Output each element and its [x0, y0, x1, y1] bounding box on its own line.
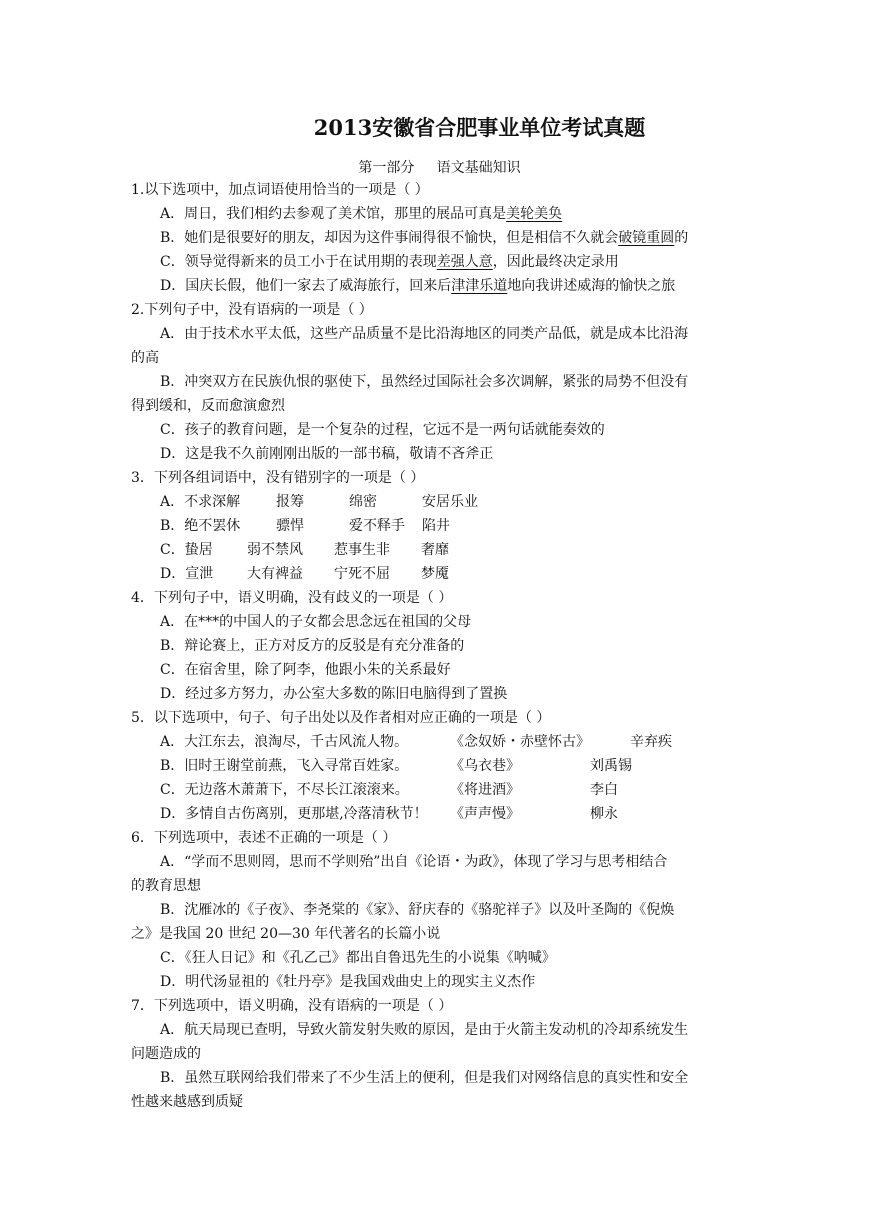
question-list	[131, 178, 751, 1114]
question-6-option-c: C．《狂人日记》和《孔乙己》都出自鲁迅先生的小说集《呐喊》	[160, 950, 556, 966]
question-2-option-b-continued: 得到缓和，反而愈演愈烈	[131, 398, 285, 414]
question-4-option-b: B．辩论赛上，正方对反方的反驳是有充分准备的	[160, 638, 465, 654]
question-2-option-d: D．这是我不久前刚刚出版的一部书稿，敬请不吝斧正	[160, 446, 494, 462]
question-6-stem: 6．下列选项中，表述不正确的一项是（ ）	[131, 830, 397, 846]
question-1-option-b: B．她们是很要好的朋友，却因为这件事闹得很不愉快，但是相信不久就会破镜重圆的	[160, 230, 689, 246]
underlined-phrase: 破镜重圆	[618, 230, 675, 246]
question-5-option-d: D．多情自古伤离别，更那堪,冷落清秋节！ 《声声慢》 柳永	[160, 806, 618, 822]
question-7-stem: 7．下列选项中，语义明确，没有语病的一项是（ ）	[131, 998, 453, 1014]
question-6-option-a-continued: 的教育思想	[131, 878, 201, 894]
question-2-option-b: B．冲突双方在民族仇恨的驱使下，虽然经过国际社会多次调解，紧张的局势不但没有	[160, 374, 689, 390]
question-3-option-a: A．不求深解 报筹 绵密 安居乐业	[160, 494, 478, 510]
question-5-option-b: B．旧时王谢堂前燕，飞入寻常百姓家。 《乌衣巷》 刘禹锡	[160, 758, 632, 774]
question-7-option-b-continued: 性越来越感到质疑	[131, 1094, 243, 1110]
question-4-option-c: C．在宿舍里，除了阿李，他跟小朱的关系最好	[160, 662, 451, 678]
question-2-option-c: C．孩子的教育问题，是一个复杂的过程，它远不是一两句话就能奏效的	[160, 422, 605, 438]
question-3-stem: 3．下列各组词语中，没有错别字的一项是（ ）	[131, 470, 425, 486]
question-1-option-c: C．领导觉得新来的员工小于在试用期的表现差强人意，因此最终决定录用	[160, 254, 619, 270]
question-3-option-b: B．绝不罢休 骠悍 爱不释手 陷井	[160, 518, 450, 534]
section-heading: 第一部分 语文基础知识	[358, 160, 521, 176]
question-1-option-a: A．周日，我们相约去参观了美术馆，那里的展品可真是美轮美奂	[160, 206, 563, 222]
question-7-option-b: B．虽然互联网给我们带来了不少生活上的便利，但是我们对网络信息的真实性和安全	[160, 1070, 689, 1086]
question-7-option-a: A．航天局现已查明，导致火箭发射失败的原因，是由于火箭主发动机的冷却系统发生	[160, 1022, 689, 1038]
question-7-option-a-continued: 问题造成的	[131, 1046, 201, 1062]
question-3-option-c: C．蛰居 弱不禁风 惹事生非 奢靡	[160, 542, 449, 558]
question-5-option-a: A．大江东去，浪淘尽，千古风流人物。 《念奴娇・赤壁怀古》 辛弃疾	[160, 734, 672, 750]
underlined-phrase: 津津乐道	[451, 278, 508, 294]
question-2-option-a: A．由于技术水平太低，这些产品质量不是比沿海地区的同类产品低，就是成本比沿海	[160, 326, 689, 342]
underlined-phrase: 美轮美奂	[506, 206, 563, 222]
question-3-option-d: D．宣泄 大有裨益 宁死不屈 梦魇	[160, 566, 449, 582]
question-4-option-d: D．经过多方努力，办公室大多数的陈旧电脑得到了置换	[160, 686, 508, 702]
question-6-option-b-continued: 之》是我国 20 世纪 20—30 年代著名的长篇小说	[131, 926, 441, 942]
question-4-option-a: A．在***的中国人的子女都会思念远在祖国的父母	[160, 614, 472, 630]
question-2-option-a-continued: 的高	[131, 350, 159, 366]
underlined-phrase: 差强人意	[436, 254, 493, 270]
question-6-option-a: A．“学而不思则罔，思而不学则殆”出自《论语・为政》，体现了学习与思考相结合	[160, 854, 668, 870]
question-4-stem: 4．下列句子中，语义明确，没有歧义的一项是（ ）	[131, 590, 453, 606]
page-title: 2013安徽省合肥事业单位考试真题	[313, 115, 646, 140]
question-1-stem: 1.以下选项中，加点词语使用恰当的一项是（ ）	[131, 182, 429, 198]
question-2-stem: 2.下列句子中，没有语病的一项是（ ）	[131, 302, 373, 318]
question-6-option-b: B．沈雁冰的《子夜》、李尧棠的《家》、舒庆春的《骆驼祥子》以及叶圣陶的《倪焕	[160, 902, 675, 918]
question-1-option-d: D．国庆长假，他们一家去了威海旅行，回来后津津乐道地向我讲述威海的愉快之旅	[160, 278, 676, 294]
question-5-stem: 5．以下选项中，句子、句子出处以及作者相对应正确的一项是（ ）	[131, 710, 551, 726]
question-6-option-d: D．明代汤显祖的《牡丹亭》是我国戏曲史上的现实主义杰作	[160, 974, 536, 990]
question-5-option-c: C．无边落木萧萧下，不尽长江滚滚来。 《将进酒》 李白	[160, 782, 618, 798]
